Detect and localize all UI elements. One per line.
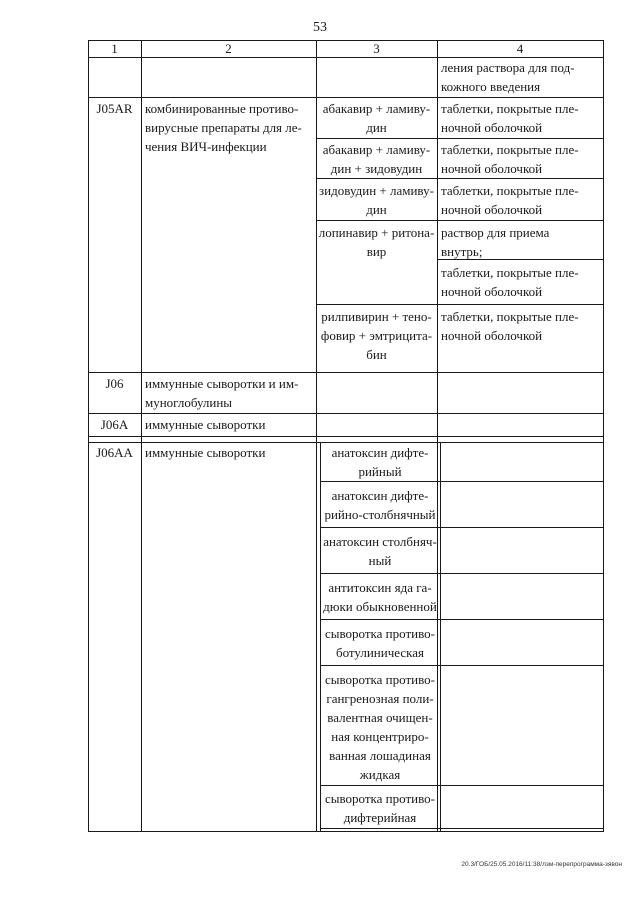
- column-header-4: 4: [516, 41, 524, 56]
- form-continuation: ления раствора для под- кожного введения: [441, 60, 575, 94]
- form-zidovudine-lamivudine: таблетки, покрытые пле- ночной оболочкой: [441, 183, 579, 217]
- group-name-j06: иммунные сыворотки и им- муноглобулины: [145, 376, 299, 410]
- atc-code-j06a: J06A: [100, 417, 129, 432]
- form-lopinavir-ritonavir-tablets: таблетки, покрытые пле- ночной оболочкой: [441, 265, 579, 299]
- drug-viper-antitoxin: антитоксин яда га- дюки обыкновенной: [323, 580, 437, 614]
- drug-tetanus-toxoid: анатоксин столбняч- ный: [323, 534, 437, 568]
- drug-abacavir-lamivudine-zidovudine: абакавир + ламиву- дин + зидовудин: [322, 142, 431, 176]
- form-rilpivirine-tenofovir-emtricitabine: таблетки, покрытые пле- ночной оболочкой: [441, 309, 579, 343]
- drug-lopinavir-ritonavir: лопинавир + ритона- вир: [318, 225, 435, 259]
- form-lopinavir-ritonavir-solution: раствор для приема внутрь;: [441, 225, 550, 259]
- atc-code-j05ar: J05AR: [96, 101, 133, 116]
- atc-code-j06: J06: [105, 376, 124, 391]
- drug-antigangrene-serum: сыворотка противо- гангренозная поли- валентная очищен- ная концентриро- ванная лошадиная жидкая: [324, 672, 435, 782]
- group-name-j06a: иммунные сыворотки: [145, 417, 266, 432]
- drug-diphtheria-toxoid: анатоксин дифте- рийный: [331, 445, 429, 479]
- column-header-3: 3: [373, 41, 380, 56]
- column-header-2: 2: [225, 41, 232, 56]
- drug-antibotulinum-serum: сыворотка противо- ботулиническая: [324, 626, 435, 660]
- drug-rilpivirine-tenofovir-emtricitabine: рилпивирин + тено- фовир + эмтрицита- бин: [320, 309, 433, 362]
- atc-code-j06aa: J06AA: [96, 445, 133, 460]
- document-footer: 20.3/ГОБ/25.05.2016/11:38/лзм-перепрограмма-зявон: [461, 861, 622, 868]
- group-name-j06aa: иммунные сыворотки: [145, 445, 266, 460]
- drug-zidovudine-lamivudine: зидовудин + ламиву- дин: [319, 183, 434, 217]
- form-abacavir-lamivudine: таблетки, покрытые пле- ночной оболочкой: [441, 101, 579, 135]
- group-name-j05ar: комбинированные противо- вирусные препараты для ле- чения ВИЧ-инфекции: [145, 101, 302, 154]
- page-number: 53: [313, 20, 327, 35]
- drug-abacavir-lamivudine: абакавир + ламиву- дин: [322, 101, 431, 135]
- drug-antidiphtheria-serum: сыворотка противо- дифтерийная: [324, 791, 435, 825]
- drug-diphtheria-tetanus-toxoid: анатоксин дифте- рийно-столбнячный: [324, 488, 436, 522]
- form-abacavir-lamivudine-zidovudine: таблетки, покрытые пле- ночной оболочкой: [441, 142, 579, 176]
- column-header-1: 1: [111, 41, 118, 56]
